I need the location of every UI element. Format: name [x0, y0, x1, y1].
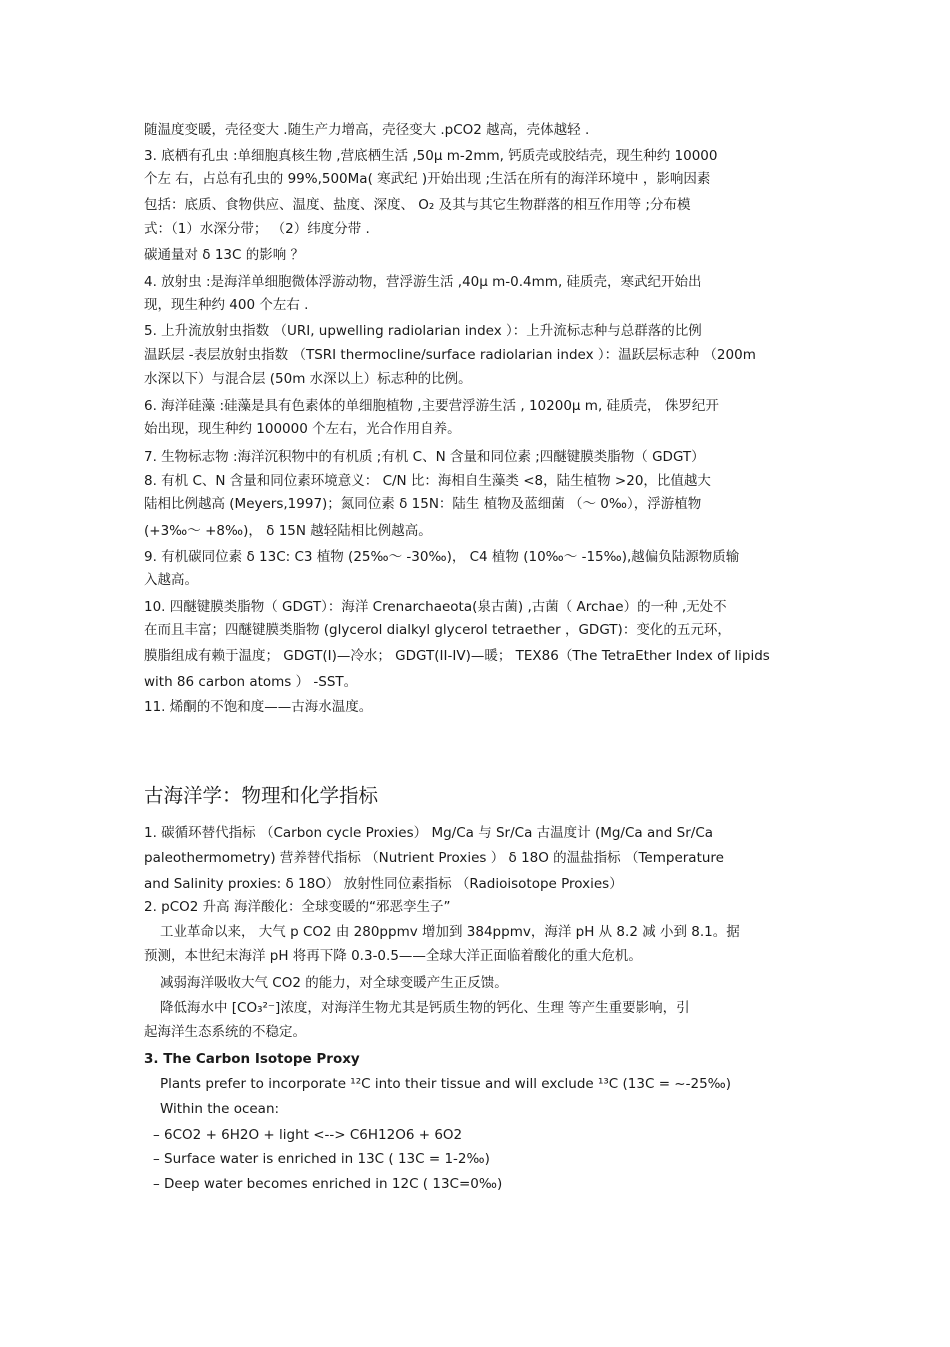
text-line: 随温度变暖，壳径变大 .随生产力增高，壳径变大 .pCO2 越高，壳体越轻 . — [144, 122, 590, 138]
text-line: 陆相比例越高 (Meyers,1997)；氮同位素 δ 15N：陆生 植物及蓝细菌 （～ 0‰），浮游植物 — [144, 496, 702, 512]
text-line: 2. pCO2 升高 海洋酸化：全球变暖的“邪恶孪生子” — [144, 899, 451, 915]
text-line: 个左 右，占总有孔虫的 99%,500Ma( 寒武纪 )开始出现 ;生活在所有的海洋环境中 ，影响因素 — [144, 171, 711, 187]
text-line: 式：（1）水深分带； （2）纬度分带 . — [144, 221, 370, 237]
text-line: 预测，本世纪末海洋 pH 将再下降 0.3-0.5——全球大洋正面临着酸化的重大危机。 — [144, 948, 642, 964]
list-item: – 6CO2 + 6H2O + light <--> C6H12O6 + 6O2 — [153, 1127, 463, 1143]
text-line: 11. 烯酮的不饱和度——古海水温度。 — [144, 699, 373, 715]
text-line: and Salinity proxies: δ 18O） 放射性同位素指标 （Radioisotope Proxies） — [144, 876, 623, 892]
text-line: 3. 底栖有孔虫 :单细胞真核生物 ,营底栖生活 ,50μ m-2mm, 钙质壳或胶结壳，现生种约 10000 — [144, 148, 718, 164]
text-line: 4. 放射虫 :是海洋单细胞微体浮游动物，营浮游生活 ,40μ m-0.4mm, 硅质壳，寒武纪开始出 — [144, 274, 702, 290]
text-line: Plants prefer to incorporate ¹²C into their tissue and will exclude ¹³C (13C = ~-25‰) — [160, 1076, 732, 1092]
text-line: 9. 有机碳同位素 δ 13C: C3 植物 (25‰～ -30‰)， C4 植物 (10‰～ -15‰),越偏负陆源物质输 — [144, 549, 740, 565]
text-line: 1. 碳循环替代指标 （Carbon cycle Proxies） Mg/Ca 与 Sr/Ca 古温度计 (Mg/Ca and Sr/Ca — [144, 825, 714, 841]
text-line: 碳通量对 δ 13C 的影响 ？ — [144, 247, 305, 263]
text-line: 8. 有机 C、N 含量和同位素环境意义： C/N 比：海相自生藻类 <8，陆生植物 >20，比值越大 — [144, 473, 711, 489]
text-line: (+3‰～ +8‰)， δ 15N 越轻陆相比例越高。 — [144, 523, 432, 539]
section-title: 古海洋学：物理和化学指标 — [144, 784, 379, 807]
text-line: 入越高。 — [144, 572, 198, 588]
text-line: Within the ocean: — [160, 1101, 280, 1117]
list-item: – Surface water is enriched in 13C ( 13C = 1-2‰) — [153, 1151, 490, 1167]
subsection-heading: 3. The Carbon Isotope Proxy — [144, 1051, 360, 1067]
text-line: 水深以下）与混合层 (50m 水深以上）标志种的比例。 — [144, 371, 472, 387]
text-line: 10. 四醚键膜类脂物（ GDGT）：海洋 Crenarchaeota(泉古菌) ,古菌（ Archae）的一种 ,无处不 — [144, 599, 727, 615]
text-line: 起海洋生态系统的不稳定。 — [144, 1024, 306, 1040]
list-item: – Deep water becomes enriched in 12C ( 13C=0‰) — [153, 1176, 503, 1192]
text-line: 温跃层 -表层放射虫指数 （TSRI thermocline/surface radiolarian index ）：温跃层标志种 （200m — [144, 347, 756, 363]
text-line: 7. 生物标志物 :海洋沉积物中的有机质 ;有机 C、N 含量和同位素 ;四醚键膜类脂物（ GDGT） — [144, 449, 705, 465]
text-line: 6. 海洋硅藻 :硅藻是具有色素体的单细胞植物 ,主要营浮游生活 , 10200μ m, 硅质壳， 侏罗纪开 — [144, 398, 719, 414]
text-line: 在而且丰富；四醚键膜类脂物 (glycerol dialkyl glycerol tetraether ，GDGT)：变化的五元环， — [144, 622, 731, 638]
text-line: 膜脂组成有赖于温度； GDGT(I)—冷水； GDGT(II-IV)—暖； TEX86（The TetraEther Index of lipids — [144, 648, 770, 664]
text-line: 减弱海洋吸收大气 CO2 的能力，对全球变暖产生正反馈。 — [160, 975, 508, 991]
text-line: with 86 carbon atoms ） -SST。 — [144, 674, 358, 690]
text-line: 现，现生种约 400 个左右 . — [144, 297, 309, 313]
text-line: 5. 上升流放射虫指数 （URI, upwelling radiolarian index ）：上升流标志种与总群落的比例 — [144, 323, 702, 339]
text-line: 降低海水中 [CO₃²⁻]浓度，对海洋生物尤其是钙质生物的钙化、生理 等产生重要影响，引 — [160, 1000, 690, 1016]
text-line: 始出现，现生种约 100000 个左右，光合作用自养。 — [144, 421, 461, 437]
text-line: paleothermometry) 营养替代指标 （Nutrient Proxies ） δ 18O 的温盐指标 （Temperature — [144, 850, 724, 866]
text-line: 包括：底质、食物供应、温度、盐度、深度、 O₂ 及其与其它生物群落的相互作用等 ;分布模 — [144, 197, 691, 213]
text-line: 工业革命以来， 大气 p CO2 由 280ppmv 增加到 384ppmv，海洋 pH 从 8.2 减 小到 8.1。据 — [160, 924, 740, 940]
